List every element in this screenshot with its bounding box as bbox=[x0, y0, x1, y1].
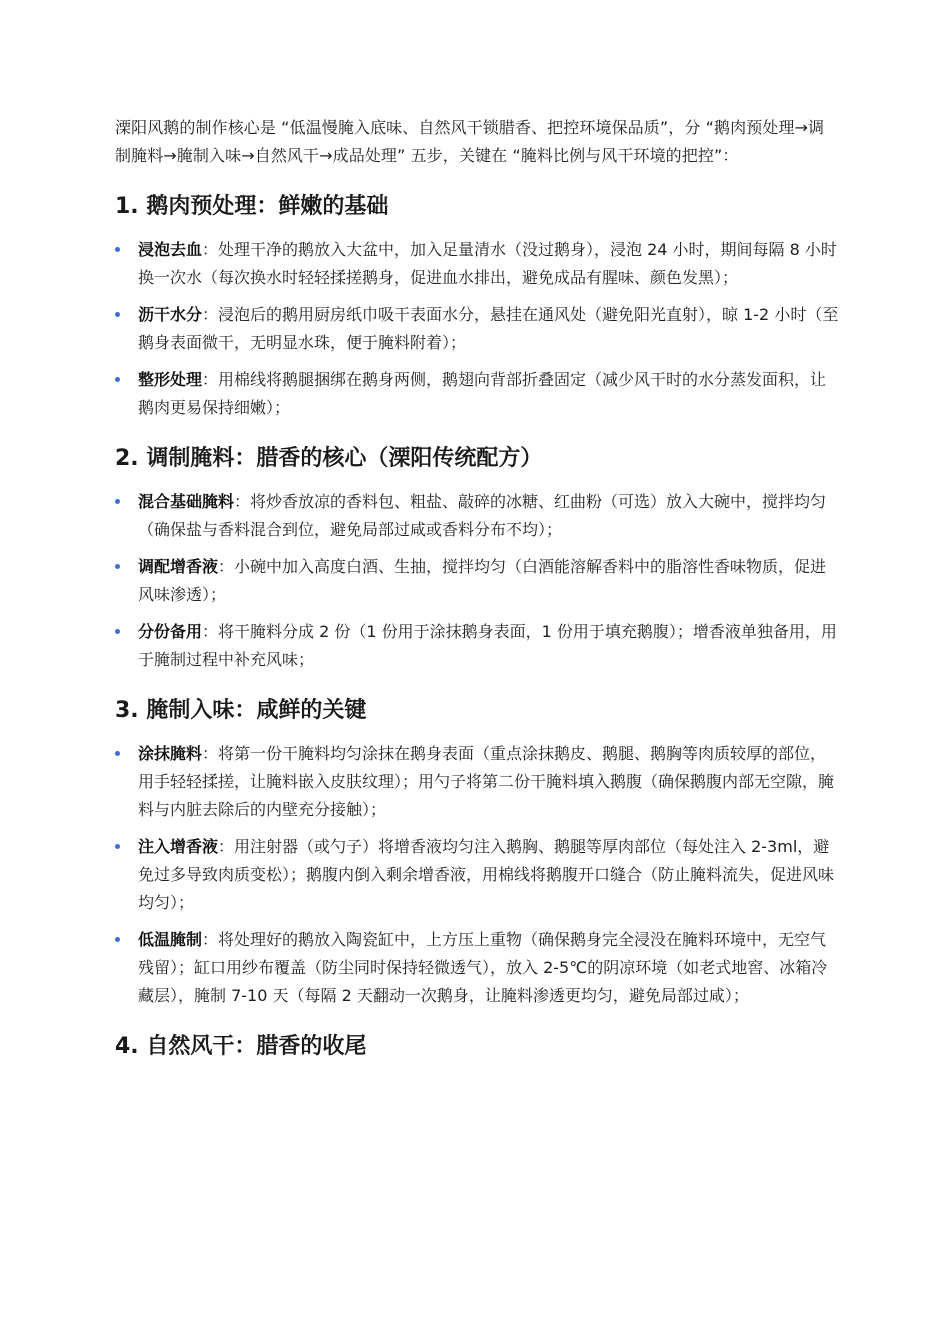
section-title-4: 4. 自然风干：腊香的收尾 bbox=[115, 1034, 367, 1059]
bullet-dot-icon bbox=[115, 937, 120, 942]
section-list-1 bbox=[115, 236, 839, 422]
list-item bbox=[115, 301, 839, 357]
bullet-dot-icon bbox=[115, 499, 120, 504]
item-term: 混合基础腌料 bbox=[138, 492, 235, 511]
section-title-3: 3. 腌制入味：咸鲜的关键 bbox=[115, 698, 367, 723]
item-term: 注入增香液 bbox=[138, 837, 219, 856]
item-text: ：小碗中加入高度白酒、生抽，搅拌均匀（白酒能溶解香料中的脂溶性香味物质，促进风味渗透）； bbox=[138, 557, 827, 604]
item-term: 浸泡去血 bbox=[138, 240, 203, 259]
section-title-1: 1. 鹅肉预处理：鲜嫩的基础 bbox=[115, 194, 389, 219]
item-text: ：用棉线将鹅腿捆绑在鹅身两侧，鹅翅向背部折叠固定（减少风干时的水分蒸发面积，让鹅肉更易保持细嫩）； bbox=[138, 370, 827, 417]
item-term: 整形处理 bbox=[138, 370, 203, 389]
bullet-dot-icon bbox=[115, 564, 120, 569]
section-list-3 bbox=[115, 740, 839, 1010]
item-text: ：将第一份干腌料均匀涂抹在鹅身表面（重点涂抹鹅皮、鹅腿、鹅胸等肉质较厚的部位，用手轻轻揉搓，让腌料嵌入皮肤纹理）；用勺子将第二份干腌料填入鹅腹（确保鹅腹内部无空隙，腌料与内脏去除后的内壁充分接触）； bbox=[138, 744, 835, 819]
document-page bbox=[115, 114, 839, 1062]
section-list-2 bbox=[115, 488, 839, 674]
item-term: 调配增香液 bbox=[138, 557, 219, 576]
item-text: ：将处理好的鹅放入陶瓷缸中，上方压上重物（确保鹅身完全浸没在腌料环境中，无空气残留）；缸口用纱布覆盖（防尘同时保持轻微透气），放入 2-5℃的阴凉环境（如老式地窖、冰箱冷藏层），腌制 7-10 天（每隔 2 天翻动一次鹅身，让腌料渗透更均匀，避免局部过咸）； bbox=[138, 930, 828, 1005]
bullet-dot-icon bbox=[115, 629, 120, 634]
item-text: ：用注射器（或勺子）将增香液均匀注入鹅胸、鹅腿等厚肉部位（每处注入 2-3ml，避免过多导致肉质变松）；鹅腹内倒入剩余增香液，用棉线将鹅腹开口缝合（防止腌料流失，促进风味均匀）； bbox=[138, 837, 835, 912]
list-item bbox=[115, 618, 839, 674]
item-text: ：将炒香放凉的香料包、粗盐、敲碎的冰糖、红曲粉（可选）放入大碗中，搅拌均匀（确保盐与香料混合到位，避免局部过咸或香料分布不均）； bbox=[138, 492, 827, 539]
item-term: 低温腌制 bbox=[138, 930, 203, 949]
bullet-dot-icon bbox=[115, 312, 120, 317]
item-text: ：将干腌料分成 2 份（1 份用于涂抹鹅身表面，1 份用于填充鹅腹）；增香液单独备用，用于腌制过程中补充风味； bbox=[138, 622, 837, 669]
item-text: ：处理干净的鹅放入大盆中，加入足量清水（没过鹅身），浸泡 24 小时，期间每隔 8 小时换一次水（每次换水时轻轻揉搓鹅身，促进血水排出，避免成品有腥味、颜色发黑）； bbox=[138, 240, 837, 287]
list-item bbox=[115, 833, 839, 917]
item-term: 涂抹腌料 bbox=[138, 744, 203, 763]
intro-paragraph: 溧阳风鹅的制作核心是 “低温慢腌入底味、自然风干锁腊香、把控环境保品质”，分 “鹅肉预处理→调制腌料→腌制入味→自然风干→成品处理” 五步，关键在 “腌料比例与风干环境的把控”： bbox=[115, 118, 825, 165]
list-item bbox=[115, 926, 839, 1010]
bullet-dot-icon bbox=[115, 751, 120, 756]
item-term: 沥干水分 bbox=[138, 305, 203, 324]
list-item bbox=[115, 236, 839, 292]
item-term: 分份备用 bbox=[138, 622, 203, 641]
bullet-dot-icon bbox=[115, 844, 120, 849]
list-item bbox=[115, 553, 839, 609]
bullet-dot-icon bbox=[115, 377, 120, 382]
item-text: ：浸泡后的鹅用厨房纸巾吸干表面水分，悬挂在通风处（避免阳光直射），晾 1-2 小时（至鹅身表面微干，无明显水珠，便于腌料附着）； bbox=[138, 305, 839, 352]
section-title-2: 2. 调制腌料：腊香的核心（溧阳传统配方） bbox=[115, 446, 543, 471]
list-item bbox=[115, 366, 839, 422]
list-item bbox=[115, 740, 839, 824]
list-item bbox=[115, 488, 839, 544]
bullet-dot-icon bbox=[115, 247, 120, 252]
